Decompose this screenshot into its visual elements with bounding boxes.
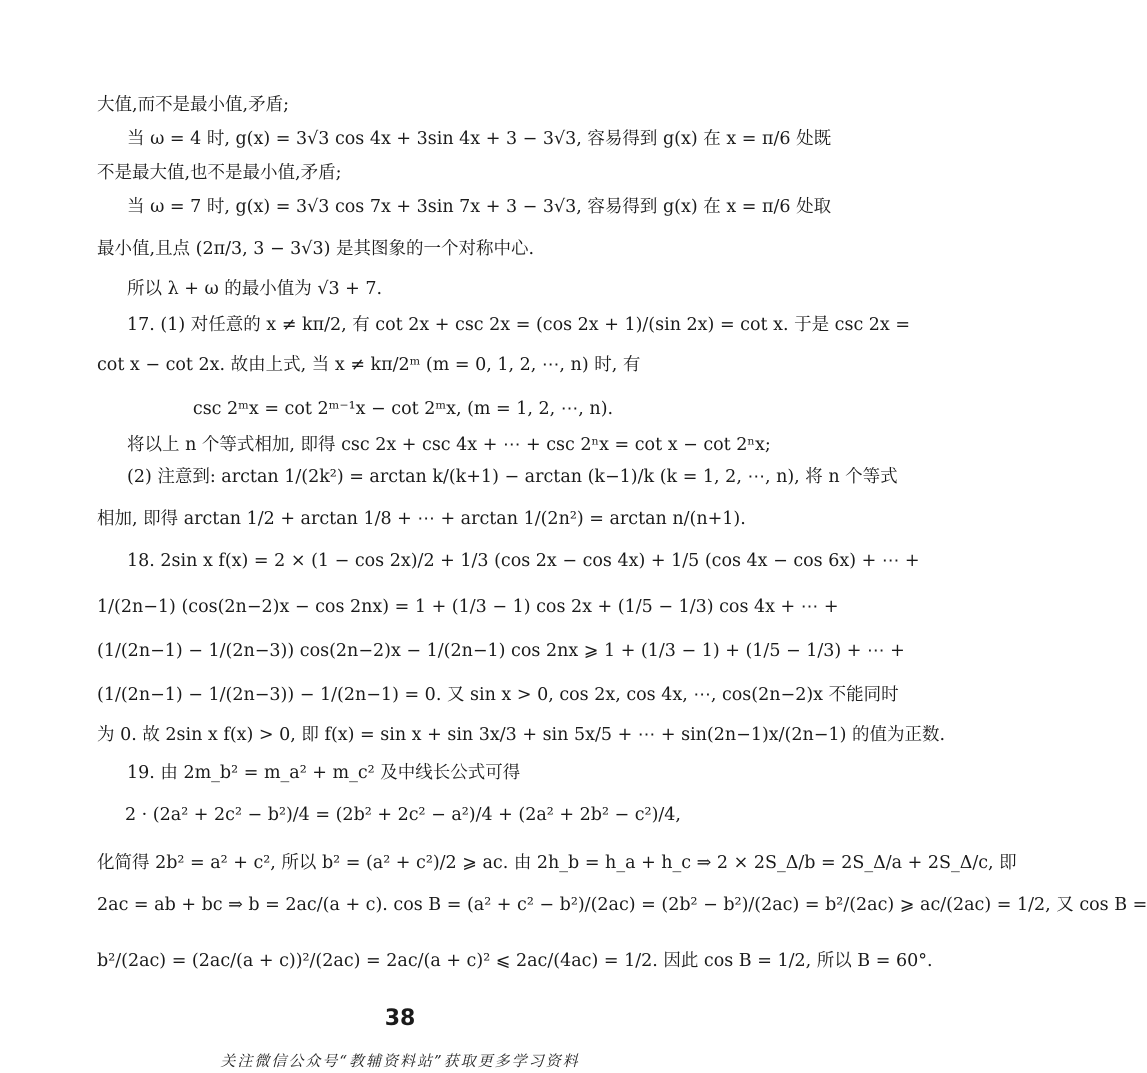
problem-19-line: 19. 由 2m_b² = m_a² + m_c² 及中线长公式可得: [127, 763, 521, 783]
text-line: (1/(2n−1) − 1/(2n−3)) cos(2n−2)x − 1/(2n−1) cos 2nx ⩾ 1 + (1/3 − 1) + (1/5 − 1/3) + ⋯ +: [97, 641, 905, 661]
text-line: 所以 λ + ω 的最小值为 √3 + 7.: [127, 279, 383, 299]
text-line: 为 0. 故 2sin x f(x) > 0, 即 f(x) = sin x + sin 3x/3 + sin 5x/5 + ⋯ + sin(2n−1)x/(2n−1) 的值为正数.: [97, 725, 946, 745]
text-line: 最小值,且点 (2π/3, 3 − 3√3) 是其图象的一个对称中心.: [97, 239, 535, 259]
text-line: (1/(2n−1) − 1/(2n−3)) − 1/(2n−1) = 0. 又 sin x > 0, cos 2x, cos 4x, ⋯, cos(2n−2)x 不能同时: [97, 685, 899, 705]
text-line: 2ac = ab + bc ⇒ b = 2ac/(a + c). cos B = (a² + c² − b²)/(2ac) = (2b² − b²)/(2ac) = b²/(2ac) ⩾ ac/(2ac) = 1/2, 又 cos B =: [97, 895, 1147, 915]
text-line: 不是最大值,也不是最小值,矛盾;: [97, 163, 342, 183]
text-line: 当 ω = 7 时, g(x) = 3√3 cos 7x + 3sin 7x + 3 − 3√3, 容易得到 g(x) 在 x = π/6 处取: [127, 197, 832, 217]
text-line: 当 ω = 4 时, g(x) = 3√3 cos 4x + 3sin 4x + 3 − 3√3, 容易得到 g(x) 在 x = π/6 处既: [127, 129, 832, 149]
text-line: 化简得 2b² = a² + c², 所以 b² = (a² + c²)/2 ⩾ ac. 由 2h_b = h_a + h_c ⇒ 2 × 2S_Δ/b = 2S_Δ/a + 2S_Δ/c, 即: [97, 853, 1017, 873]
text-line: 将以上 n 个等式相加, 即得 csc 2x + csc 4x + ⋯ + csc 2ⁿx = cot x − cot 2ⁿx;: [127, 435, 771, 455]
text-line: 1/(2n−1) (cos(2n−2)x − cos 2nx) = 1 + (1/3 − 1) cos 2x + (1/5 − 1/3) cos 4x + ⋯ +: [97, 597, 839, 617]
text-line: 大值,而不是最小值,矛盾;: [97, 95, 290, 115]
footer-note: 关注微信公众号“教辅资料站”获取更多学习资料: [220, 1052, 580, 1070]
text-line: (2) 注意到: arctan 1/(2k²) = arctan k/(k+1) − arctan (k−1)/k (k = 1, 2, ⋯, n), 将 n 个等式: [127, 467, 898, 487]
display-equation: 2 · (2a² + 2c² − b²)/4 = (2b² + 2c² − a²)/4 + (2a² + 2b² − c²)/4,: [124, 805, 681, 825]
problem-17-line: 17. (1) 对任意的 x ≠ kπ/2, 有 cot 2x + csc 2x = (cos 2x + 1)/(sin 2x) = cot x. 于是 csc 2x =: [127, 315, 911, 335]
problem-18-line: 18. 2sin x f(x) = 2 × (1 − cos 2x)/2 + 1/3 (cos 2x − cos 4x) + 1/5 (cos 4x − cos 6x) + ⋯ +: [127, 551, 920, 571]
text-line: 相加, 即得 arctan 1/2 + arctan 1/8 + ⋯ + arctan 1/(2n²) = arctan n/(n+1).: [97, 509, 746, 529]
text-line: b²/(2ac) = (2ac/(a + c))²/(2ac) = 2ac/(a + c)² ⩽ 2ac/(4ac) = 1/2. 因此 cos B = 1/2, 所以 B = 60°.: [97, 951, 933, 971]
page-number: 38: [384, 1006, 416, 1031]
display-equation: csc 2ᵐx = cot 2ᵐ⁻¹x − cot 2ᵐx, (m = 1, 2, ⋯, n).: [192, 399, 614, 419]
text-line: cot x − cot 2x. 故由上式, 当 x ≠ kπ/2ᵐ (m = 0, 1, 2, ⋯, n) 时, 有: [97, 355, 641, 375]
